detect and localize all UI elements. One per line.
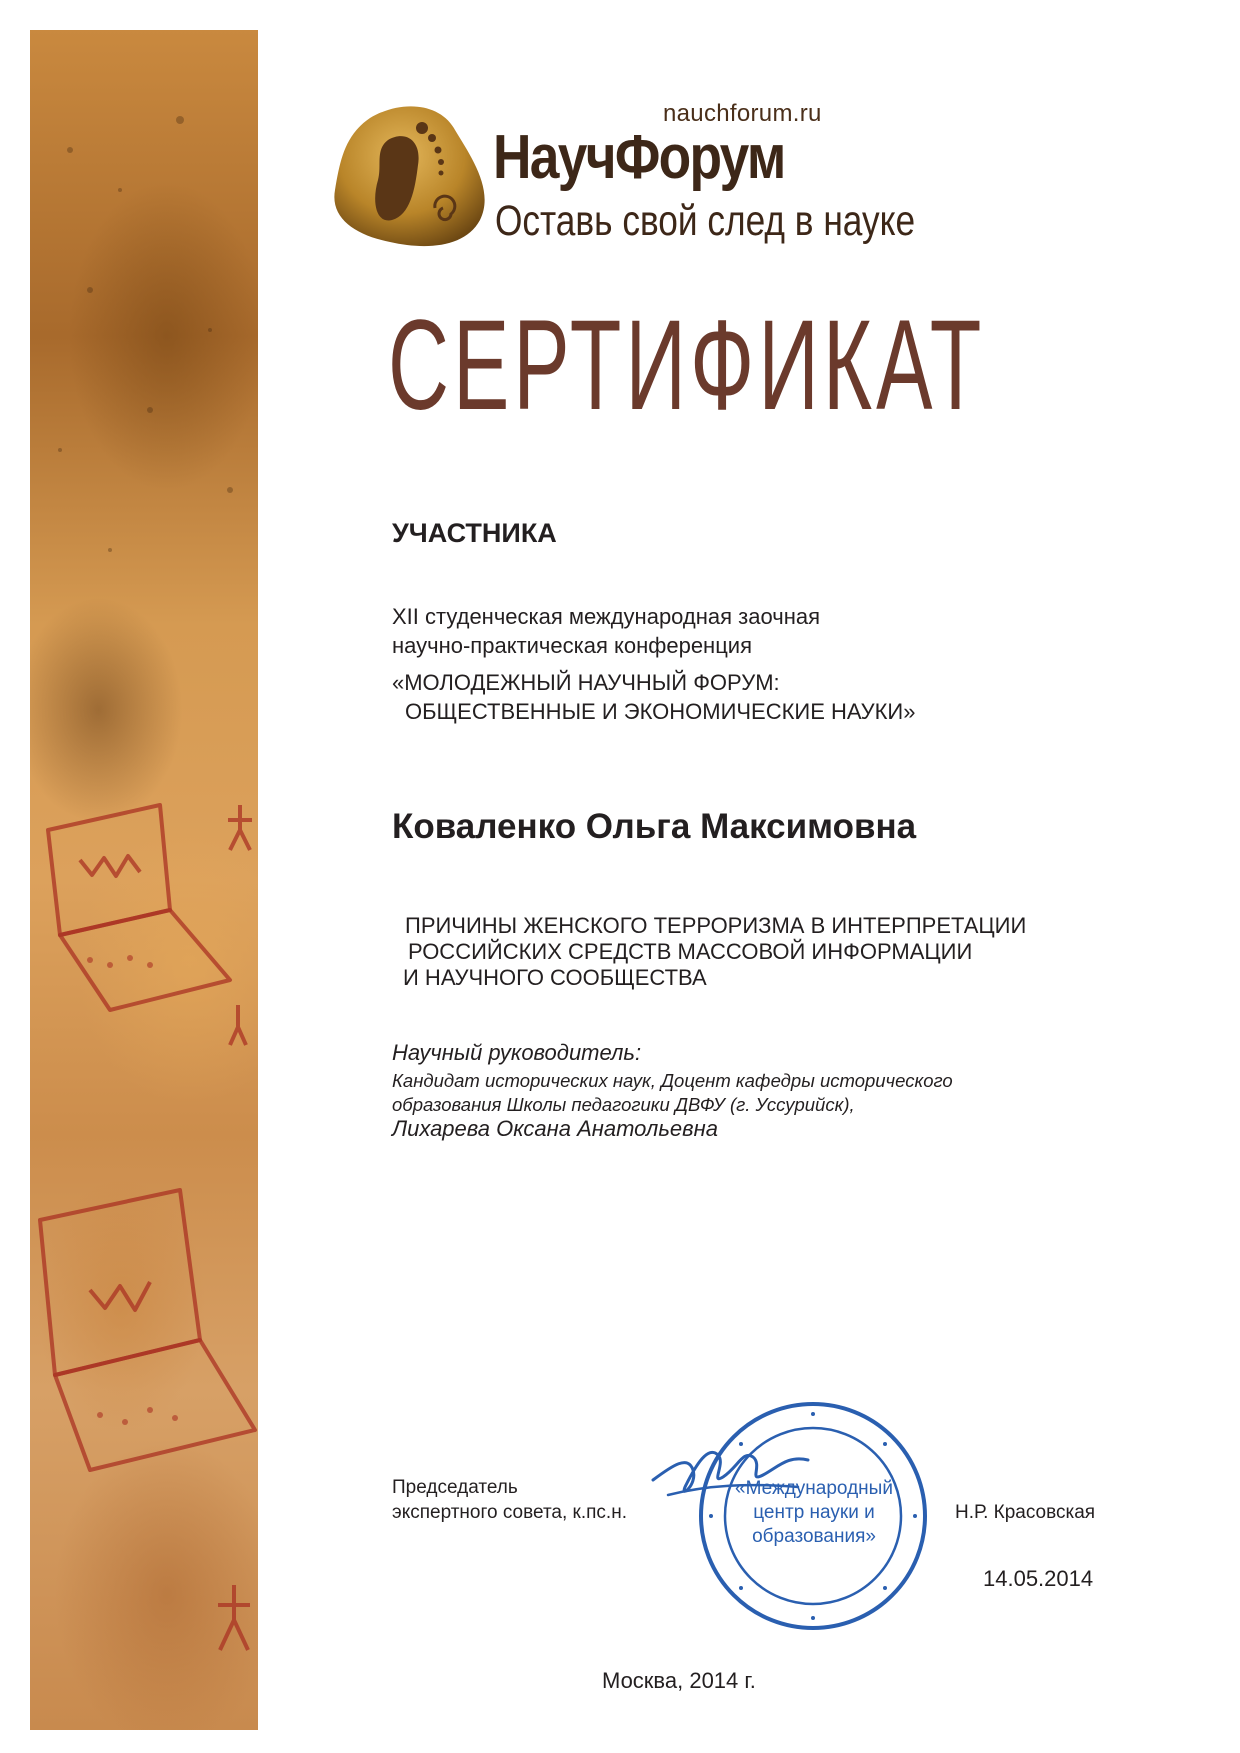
conference-line-1: XII студенческая международная заочная (392, 604, 821, 629)
signatory-role-line-1: Председатель (392, 1477, 518, 1498)
brand-slogan: Оставь свой след в науке (495, 197, 916, 245)
stamp-text-line-3: образования» (752, 1526, 876, 1547)
signatory-name: Н.Р. Красовская (955, 1502, 1096, 1523)
certificate-subtitle: УЧАСТНИКА (392, 518, 557, 548)
brand-name: НаучФорум (493, 123, 785, 192)
supervisor-info-line-2: образования Школы педагогики ДВФУ (г. Уссурийск), (392, 1094, 855, 1115)
signatory-role-line-2: экспертного совета, к.пс.н. (392, 1502, 627, 1523)
supervisor-label: Научный руководитель: (392, 1040, 642, 1065)
conference-name-line-1: «МОЛОДЕЖНЫЙ НАУЧНЫЙ ФОРУМ: (392, 670, 780, 695)
stamp-text-line-1: «Международный (735, 1478, 893, 1499)
rock-art-drawings (30, 30, 258, 1730)
supervisor-name: Лихарева Оксана Анатольевна (392, 1116, 718, 1141)
footprint-stone-icon (330, 100, 500, 250)
topic-line-3: И НАУЧНОГО СООБЩЕСТВА (403, 965, 707, 990)
conference-line-2: научно-практическая конференция (392, 633, 753, 658)
certificate-title: СЕРТИФИКАТ (388, 294, 986, 437)
decorative-rock-art-strip (30, 30, 258, 1730)
topic-line-1: ПРИЧИНЫ ЖЕНСКОГО ТЕРРОРИЗМА В ИНТЕРПРЕТАЦИИ (405, 913, 1027, 938)
stamp-text-line-2: центр науки и (753, 1502, 875, 1523)
certificate-date: 14.05.2014 (983, 1566, 1094, 1591)
participant-name: Коваленко Ольга Максимовна (392, 807, 917, 846)
topic-line-2: РОССИЙСКИХ СРЕДСТВ МАССОВОЙ ИНФОРМАЦИИ (408, 939, 973, 964)
city-year: Москва, 2014 г. (602, 1668, 756, 1693)
conference-name-line-2: ОБЩЕСТВЕННЫЕ И ЭКОНОМИЧЕСКИЕ НАУКИ» (405, 699, 916, 724)
site-url: nauchforum.ru (663, 100, 822, 127)
supervisor-info-line-1: Кандидат исторических наук, Доцент кафедры исторического (392, 1070, 953, 1091)
handwritten-signature (648, 1425, 818, 1515)
